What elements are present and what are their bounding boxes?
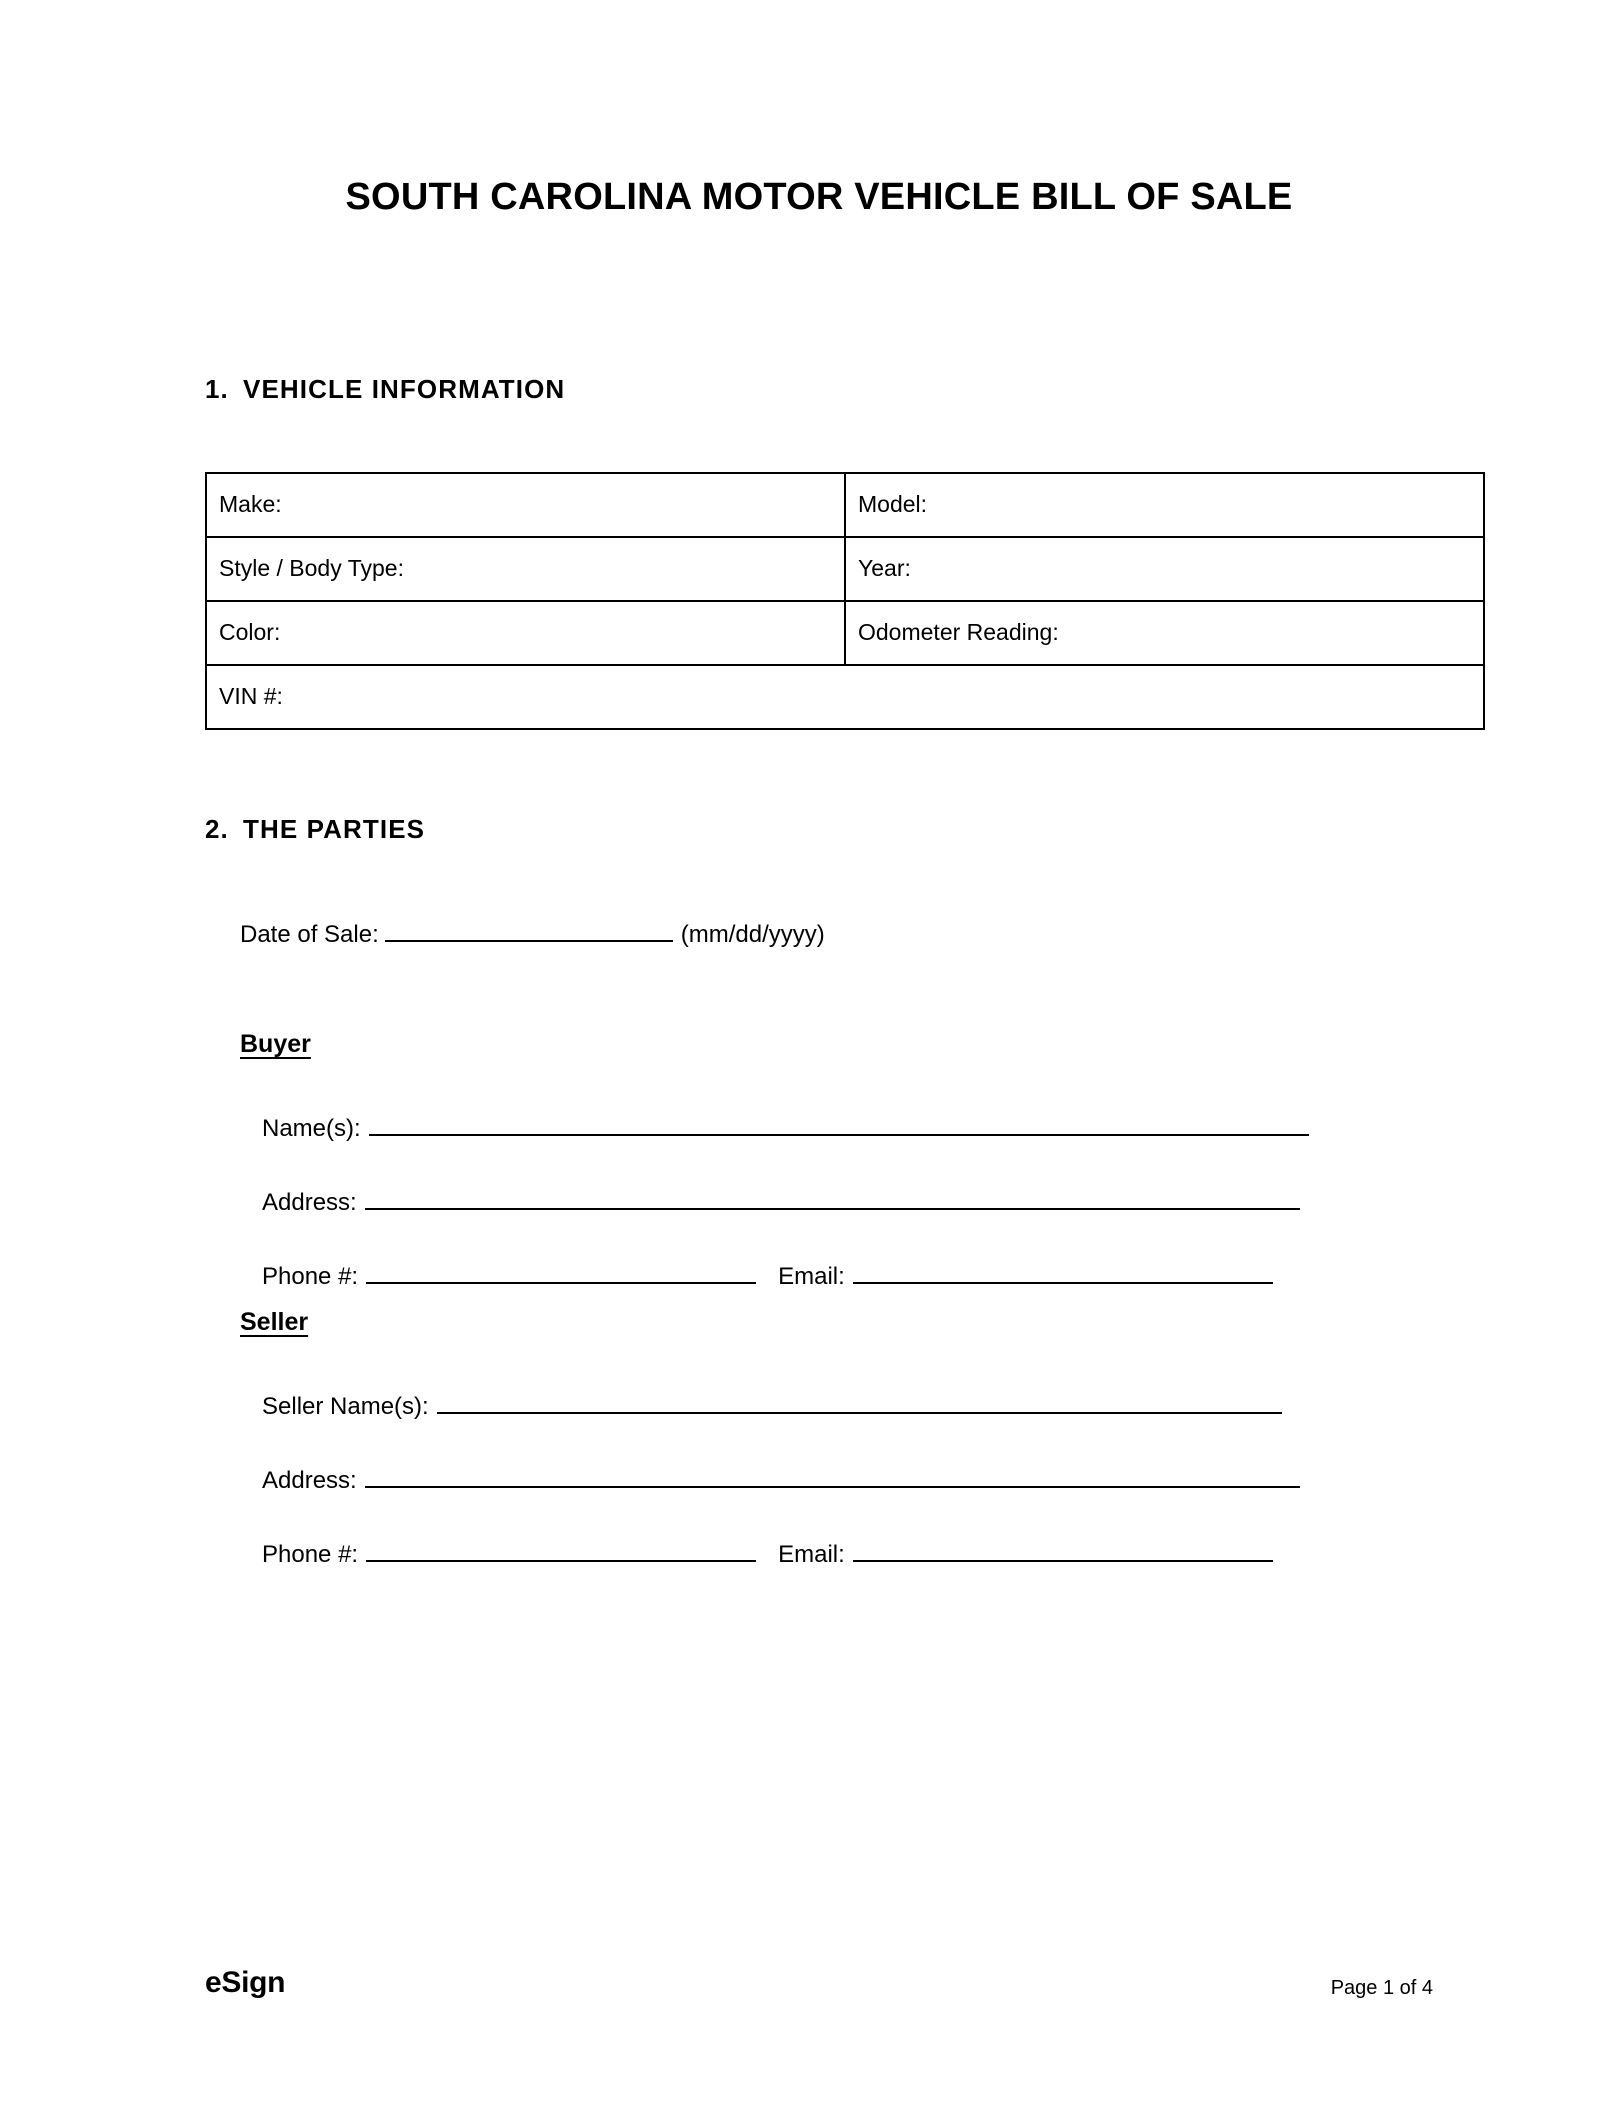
buyer-name-label: Name(s): [262,1115,361,1142]
date-of-sale-label: Date of Sale: [240,921,379,948]
date-format-hint: (mm/dd/yyyy) [680,921,825,948]
seller-email-input[interactable] [853,1540,1273,1562]
seller-heading: Seller [240,1308,309,1336]
section-heading-the-parties [205,814,425,845]
seller-name-row [262,1392,1282,1421]
page-footer [205,1966,1433,2000]
date-of-sale-row [240,918,825,949]
buyer-heading: Buyer [240,1030,311,1058]
section-heading-vehicle-information [205,374,565,405]
buyer-email-label: Email: [778,1263,845,1290]
table-row [206,473,1484,537]
vehicle-information-table [205,472,1485,730]
seller-address-label: Address: [262,1467,357,1494]
seller-address-input[interactable] [365,1466,1300,1488]
section-number: 1. [205,374,229,404]
table-cell-color[interactable]: Color: [206,601,845,665]
date-of-sale-input[interactable] [385,918,673,942]
buyer-address-label: Address: [262,1189,357,1216]
seller-name-input[interactable] [437,1392,1282,1414]
buyer-address-input[interactable] [365,1188,1300,1210]
seller-address-row [262,1466,1300,1495]
seller-phone-label: Phone #: [262,1541,359,1568]
table-cell-model[interactable]: Model: [845,473,1484,537]
section-number: 2. [205,814,229,844]
section-title: THE PARTIES [243,814,426,844]
buyer-name-input[interactable] [369,1114,1309,1136]
seller-email-label: Email: [778,1541,845,1568]
buyer-contact-row [262,1262,1273,1291]
table-cell-make[interactable]: Make: [206,473,845,537]
buyer-phone-label: Phone #: [262,1263,359,1290]
seller-name-label: Seller Name(s): [262,1393,429,1420]
table-row [206,665,1484,729]
table-cell-year[interactable]: Year: [845,537,1484,601]
table-row [206,537,1484,601]
buyer-email-input[interactable] [853,1262,1273,1284]
document-title: SOUTH CAROLINA MOTOR VEHICLE BILL OF SALE [345,176,1293,218]
table-cell-vin[interactable]: VIN #: [206,665,1484,729]
seller-phone-input[interactable] [366,1540,756,1562]
buyer-phone-input[interactable] [366,1262,756,1284]
buyer-address-row [262,1188,1300,1217]
table-cell-odometer-reading[interactable]: Odometer Reading: [845,601,1484,665]
seller-contact-row [262,1540,1273,1569]
table-cell-style-body-type[interactable]: Style / Body Type: [206,537,845,601]
page-number: Page 1 of 4 [1330,1977,1433,1999]
section-title: VEHICLE INFORMATION [243,374,566,404]
esign-logo: eSign [205,1966,286,1999]
buyer-name-row [262,1114,1309,1143]
table-row [206,601,1484,665]
